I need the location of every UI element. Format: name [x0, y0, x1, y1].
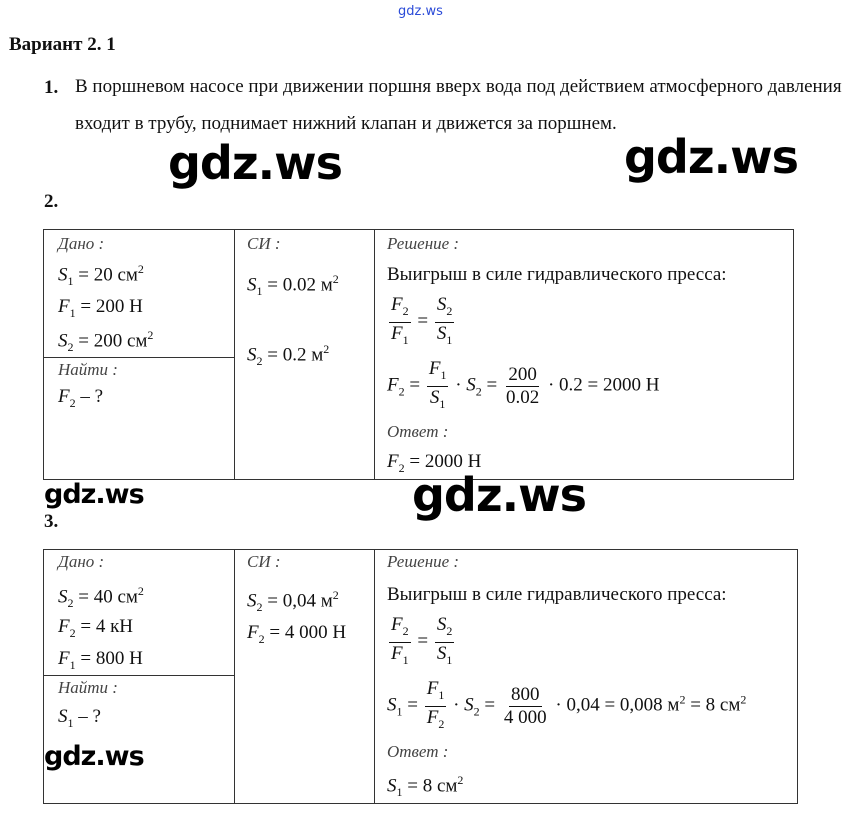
given-line: $S_1 = 20$ $см^2$ [58, 262, 144, 289]
si-line: $S_1 = 0.02$ $м^2$ [247, 272, 339, 299]
si-label: СИ : [247, 234, 281, 253]
find-value: $F_2$ – ? [58, 386, 104, 410]
watermark: gdz.ws [168, 136, 342, 190]
find-value: $S_1$ – ? [58, 706, 101, 730]
find-label: Найти : [58, 360, 118, 379]
watermark: gdz.ws [412, 468, 586, 522]
given-line: $S_2 = 40$ $см^2$ [58, 584, 144, 611]
task2-number: 2. [44, 191, 59, 212]
task2-solution-cell [375, 230, 794, 480]
ratio-formula: $\frac{F_2}{F_1}$ = $\frac{S_2}{S_1}$ [391, 614, 453, 667]
watermark: gdz.ws [624, 130, 798, 184]
given-line: $F_1 = 800$ Н [58, 648, 143, 672]
find-label: Найти : [58, 678, 118, 697]
answer-label: Ответ : [387, 422, 449, 441]
calc-formula: $S_1$ = $\frac{F_1}{F_2}$ · $S_2$ = $\frac{800}{4 000}$ · 0,04 = 0,008 $м^2 = 8$ $см^2$ [387, 678, 747, 731]
task1-text: В поршневом насосе при движении поршня вверх вода под действием атмосферного давления входит в трубу, поднимает нижний клапан и движется за поршнем. [75, 76, 842, 134]
calc-formula: $F_2$ = $\frac{F_1}{S_1}$ · $S_2$ = $\frac{200}{0.02}$ · 0.2 = 2000 Н [387, 358, 660, 411]
answer-label: Ответ : [387, 742, 449, 761]
si-line: $S_2 = 0,04$ $м^2$ [247, 588, 339, 615]
si-line: $F_2 = 4$ 000 Н [247, 622, 347, 646]
watermark: gdz.ws [44, 741, 144, 772]
given-label: Дано : [58, 552, 105, 571]
task3-given-cell [44, 550, 235, 676]
solution-label: Решение : [387, 552, 460, 571]
task3-table [43, 549, 798, 804]
si-label: СИ : [247, 552, 281, 571]
given-line: $F_2 = 4$ кН [58, 616, 134, 640]
given-line: $F_1 = 200$ Н [58, 296, 143, 320]
watermark: gdz.ws [44, 479, 144, 510]
answer-value: $S_1 = 8$ $см^2$ [387, 773, 464, 800]
given-line: $S_2 = 200$ $см^2$ [58, 328, 154, 355]
task2-si-cell [235, 230, 375, 480]
si-line: $S_2 = 0.2$ $м^2$ [247, 342, 330, 369]
answer-value: $F_2 = 2000$ Н [387, 451, 482, 475]
solution-text: Выигрыш в силе гидравлического пресса: [387, 264, 727, 285]
task3-solution-cell [375, 550, 798, 804]
task2-table [43, 229, 794, 480]
task3-find-cell [44, 676, 235, 804]
task2-find-cell [44, 358, 235, 480]
task3-number: 3. [44, 511, 59, 532]
solution-text: Выигрыш в силе гидравлического пресса: [387, 584, 727, 605]
watermark-top[interactable]: gdz.ws [398, 4, 443, 19]
given-label: Дано : [58, 234, 105, 253]
task3-si-cell [235, 550, 375, 804]
ratio-formula: $\frac{F_2}{F_1}$ = $\frac{S_2}{S_1}$ [391, 294, 453, 347]
task1-number: 1. [44, 77, 59, 98]
page-title: Вариант 2. 1 [9, 34, 116, 55]
task2-given-cell [44, 230, 235, 358]
solution-label: Решение : [387, 234, 460, 253]
